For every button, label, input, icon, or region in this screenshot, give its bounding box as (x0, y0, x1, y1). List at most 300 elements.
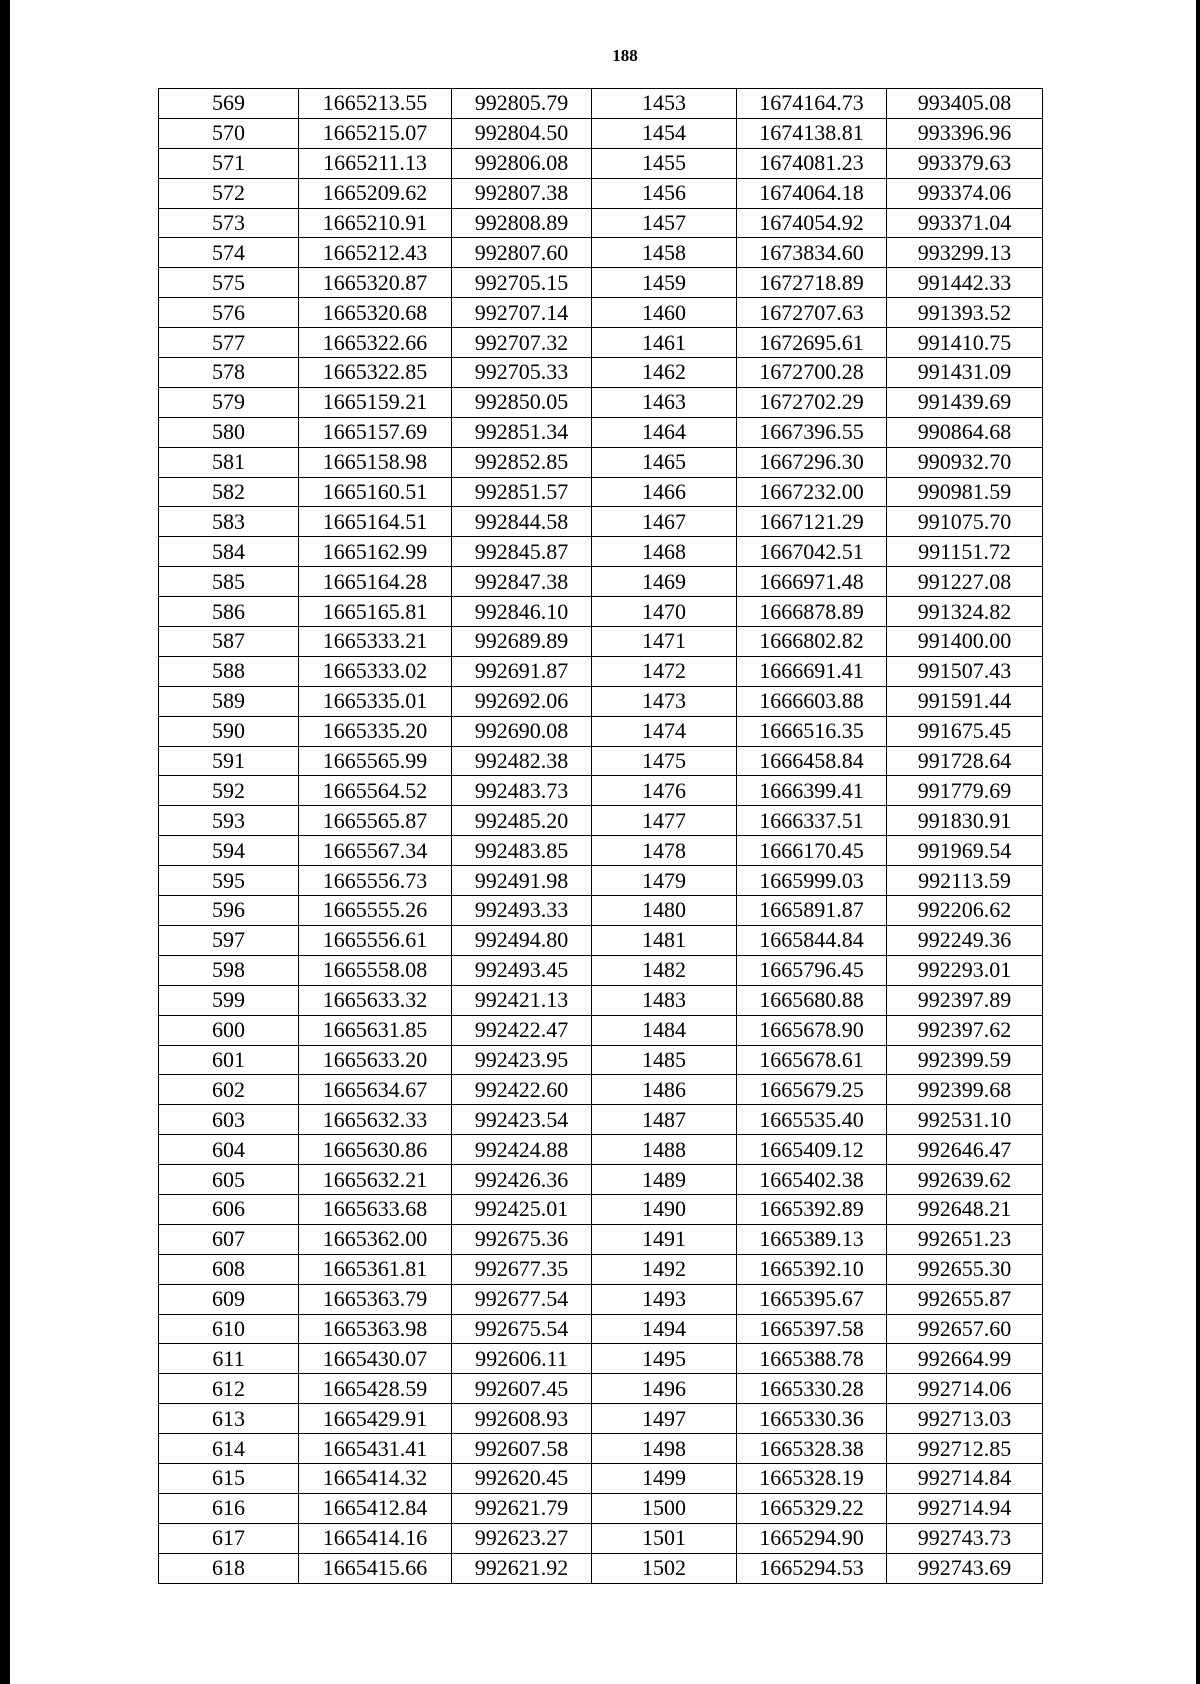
table-cell-x-coordinate: 1665363.79 (299, 1284, 452, 1314)
table-row (159, 268, 1043, 298)
table-cell-y-coordinate: 992692.06 (452, 686, 592, 716)
table-cell-x-coordinate: 1665564.52 (299, 776, 452, 806)
table-cell-y-coordinate: 992531.10 (887, 1105, 1043, 1135)
table-row (159, 1493, 1043, 1523)
table-row (159, 567, 1043, 597)
table-cell-y-coordinate: 992743.73 (887, 1523, 1043, 1553)
table-cell-point-number: 1476 (592, 776, 737, 806)
table-cell-y-coordinate: 993299.13 (887, 238, 1043, 268)
table-cell-y-coordinate: 992620.45 (452, 1463, 592, 1493)
table-cell-y-coordinate: 992651.23 (887, 1224, 1043, 1254)
table-cell-point-number: 595 (159, 866, 299, 896)
table-cell-x-coordinate: 1665330.36 (737, 1404, 887, 1434)
table-cell-y-coordinate: 992422.60 (452, 1075, 592, 1105)
table-cell-x-coordinate: 1665210.91 (299, 208, 452, 238)
table-cell-x-coordinate: 1665330.28 (737, 1374, 887, 1404)
table-row (159, 686, 1043, 716)
coordinates-table (158, 88, 1043, 1584)
table-cell-point-number: 582 (159, 477, 299, 507)
table-cell-point-number: 583 (159, 507, 299, 537)
table-cell-point-number: 610 (159, 1314, 299, 1344)
table-cell-point-number: 594 (159, 836, 299, 866)
table-cell-y-coordinate: 992807.60 (452, 238, 592, 268)
table-row (159, 776, 1043, 806)
table-cell-point-number: 600 (159, 1015, 299, 1045)
table-cell-point-number: 1488 (592, 1135, 737, 1165)
table-row (159, 477, 1043, 507)
table-row (159, 1105, 1043, 1135)
table-cell-y-coordinate: 992691.87 (452, 656, 592, 686)
table-cell-x-coordinate: 1665388.78 (737, 1344, 887, 1374)
table-cell-x-coordinate: 1674081.23 (737, 148, 887, 178)
table-cell-x-coordinate: 1666399.41 (737, 776, 887, 806)
table-cell-x-coordinate: 1672707.63 (737, 298, 887, 328)
table-row (159, 328, 1043, 358)
table-cell-x-coordinate: 1665429.91 (299, 1404, 452, 1434)
table-cell-point-number: 1486 (592, 1075, 737, 1105)
table-cell-x-coordinate: 1665211.13 (299, 148, 452, 178)
table-cell-x-coordinate: 1665160.51 (299, 477, 452, 507)
table-cell-point-number: 605 (159, 1165, 299, 1195)
table-cell-point-number: 590 (159, 716, 299, 746)
table-cell-x-coordinate: 1667042.51 (737, 537, 887, 567)
table-cell-x-coordinate: 1665634.67 (299, 1075, 452, 1105)
table-cell-x-coordinate: 1665322.66 (299, 328, 452, 358)
table-cell-x-coordinate: 1666516.35 (737, 716, 887, 746)
table-cell-y-coordinate: 991075.70 (887, 507, 1043, 537)
table-cell-x-coordinate: 1674054.92 (737, 208, 887, 238)
table-cell-point-number: 592 (159, 776, 299, 806)
table-cell-y-coordinate: 993371.04 (887, 208, 1043, 238)
table-cell-x-coordinate: 1665392.10 (737, 1254, 887, 1284)
table-cell-y-coordinate: 992690.08 (452, 716, 592, 746)
table-row (159, 1045, 1043, 1075)
table-cell-point-number: 606 (159, 1194, 299, 1224)
table-cell-x-coordinate: 1672700.28 (737, 358, 887, 388)
table-cell-x-coordinate: 1665328.38 (737, 1434, 887, 1464)
table-cell-y-coordinate: 992743.69 (887, 1553, 1043, 1583)
table-cell-point-number: 608 (159, 1254, 299, 1284)
table-cell-x-coordinate: 1672702.29 (737, 387, 887, 417)
table-cell-x-coordinate: 1666878.89 (737, 597, 887, 627)
table-cell-point-number: 1498 (592, 1434, 737, 1464)
table-cell-y-coordinate: 992677.35 (452, 1254, 592, 1284)
table-cell-point-number: 1483 (592, 985, 737, 1015)
table-cell-y-coordinate: 992705.33 (452, 358, 592, 388)
table-cell-y-coordinate: 992707.32 (452, 328, 592, 358)
table-cell-point-number: 1456 (592, 178, 737, 208)
table-row (159, 1165, 1043, 1195)
table-cell-point-number: 570 (159, 118, 299, 148)
table-cell-y-coordinate: 992639.62 (887, 1165, 1043, 1195)
table-cell-point-number: 604 (159, 1135, 299, 1165)
table-cell-point-number: 1499 (592, 1463, 737, 1493)
table-cell-point-number: 598 (159, 955, 299, 985)
table-cell-y-coordinate: 992847.38 (452, 567, 592, 597)
table-cell-point-number: 612 (159, 1374, 299, 1404)
table-cell-x-coordinate: 1665633.68 (299, 1194, 452, 1224)
table-cell-y-coordinate: 992623.27 (452, 1523, 592, 1553)
table-row (159, 1015, 1043, 1045)
table-cell-y-coordinate: 992493.33 (452, 896, 592, 926)
table-cell-y-coordinate: 993379.63 (887, 148, 1043, 178)
table-cell-point-number: 573 (159, 208, 299, 238)
table-cell-y-coordinate: 992846.10 (452, 597, 592, 627)
table-cell-point-number: 1500 (592, 1493, 737, 1523)
table-cell-x-coordinate: 1665415.66 (299, 1553, 452, 1583)
table-cell-point-number: 1468 (592, 537, 737, 567)
table-cell-y-coordinate: 992423.54 (452, 1105, 592, 1135)
table-row (159, 955, 1043, 985)
table-cell-point-number: 602 (159, 1075, 299, 1105)
table-cell-y-coordinate: 992851.34 (452, 417, 592, 447)
scan-left-edge (0, 0, 10, 1684)
table-row (159, 89, 1043, 119)
table-cell-x-coordinate: 1672695.61 (737, 328, 887, 358)
table-cell-y-coordinate: 992707.14 (452, 298, 592, 328)
table-cell-point-number: 1460 (592, 298, 737, 328)
table-cell-y-coordinate: 992483.85 (452, 836, 592, 866)
table-cell-y-coordinate: 992399.59 (887, 1045, 1043, 1075)
table-cell-point-number: 578 (159, 358, 299, 388)
table-row (159, 1463, 1043, 1493)
table-cell-point-number: 1490 (592, 1194, 737, 1224)
table-cell-point-number: 1469 (592, 567, 737, 597)
table-cell-x-coordinate: 1665632.33 (299, 1105, 452, 1135)
table-cell-y-coordinate: 990981.59 (887, 477, 1043, 507)
table-cell-y-coordinate: 991151.72 (887, 537, 1043, 567)
table-cell-x-coordinate: 1665633.32 (299, 985, 452, 1015)
table-cell-point-number: 1502 (592, 1553, 737, 1583)
table-cell-y-coordinate: 992648.21 (887, 1194, 1043, 1224)
table-row (159, 1135, 1043, 1165)
table-cell-point-number: 1497 (592, 1404, 737, 1434)
table-cell-point-number: 1462 (592, 358, 737, 388)
table-cell-x-coordinate: 1665333.02 (299, 656, 452, 686)
table-cell-y-coordinate: 992621.92 (452, 1553, 592, 1583)
table-cell-y-coordinate: 992113.59 (887, 866, 1043, 896)
table-cell-point-number: 1473 (592, 686, 737, 716)
table-cell-x-coordinate: 1665329.22 (737, 1493, 887, 1523)
table-cell-y-coordinate: 993374.06 (887, 178, 1043, 208)
table-cell-point-number: 601 (159, 1045, 299, 1075)
table-cell-y-coordinate: 991969.54 (887, 836, 1043, 866)
table-cell-y-coordinate: 992852.85 (452, 447, 592, 477)
table-cell-x-coordinate: 1665212.43 (299, 238, 452, 268)
table-cell-x-coordinate: 1665397.58 (737, 1314, 887, 1344)
table-cell-y-coordinate: 993405.08 (887, 89, 1043, 119)
table-cell-y-coordinate: 992677.54 (452, 1284, 592, 1314)
table-cell-y-coordinate: 992482.38 (452, 746, 592, 776)
table-cell-y-coordinate: 992423.95 (452, 1045, 592, 1075)
table-cell-y-coordinate: 991400.00 (887, 627, 1043, 657)
table-cell-point-number: 588 (159, 656, 299, 686)
table-cell-x-coordinate: 1665361.81 (299, 1254, 452, 1284)
table-cell-point-number: 1464 (592, 417, 737, 447)
table-cell-x-coordinate: 1665567.34 (299, 836, 452, 866)
table-cell-x-coordinate: 1666802.82 (737, 627, 887, 657)
table-row (159, 985, 1043, 1015)
table-cell-x-coordinate: 1665678.90 (737, 1015, 887, 1045)
table-row (159, 1194, 1043, 1224)
table-cell-y-coordinate: 992655.87 (887, 1284, 1043, 1314)
table-cell-point-number: 1489 (592, 1165, 737, 1195)
table-row (159, 238, 1043, 268)
table-cell-point-number: 614 (159, 1434, 299, 1464)
table-cell-point-number: 1480 (592, 896, 737, 926)
table-cell-y-coordinate: 992399.68 (887, 1075, 1043, 1105)
page-number: 188 (612, 46, 638, 65)
table-row (159, 1075, 1043, 1105)
table-cell-y-coordinate: 991431.09 (887, 358, 1043, 388)
table-cell-y-coordinate: 991393.52 (887, 298, 1043, 328)
table-cell-x-coordinate: 1665412.84 (299, 1493, 452, 1523)
table-row (159, 1523, 1043, 1553)
table-cell-x-coordinate: 1665428.59 (299, 1374, 452, 1404)
table-cell-y-coordinate: 992206.62 (887, 896, 1043, 926)
table-row (159, 866, 1043, 896)
table-cell-x-coordinate: 1665565.87 (299, 806, 452, 836)
table-cell-y-coordinate: 992675.54 (452, 1314, 592, 1344)
table-cell-x-coordinate: 1665556.73 (299, 866, 452, 896)
table-cell-point-number: 613 (159, 1404, 299, 1434)
table-cell-y-coordinate: 992425.01 (452, 1194, 592, 1224)
table-cell-point-number: 1494 (592, 1314, 737, 1344)
table-cell-y-coordinate: 992607.58 (452, 1434, 592, 1464)
table-row (159, 387, 1043, 417)
table-cell-y-coordinate: 992714.94 (887, 1493, 1043, 1523)
table-row (159, 597, 1043, 627)
table-row (159, 716, 1043, 746)
table-row (159, 507, 1043, 537)
table-cell-x-coordinate: 1665165.81 (299, 597, 452, 627)
table-cell-point-number: 1454 (592, 118, 737, 148)
table-cell-y-coordinate: 992806.08 (452, 148, 592, 178)
table-cell-point-number: 1487 (592, 1105, 737, 1135)
coordinates-table-body (159, 89, 1043, 1584)
table-cell-x-coordinate: 1666170.45 (737, 836, 887, 866)
table-row (159, 178, 1043, 208)
table-cell-x-coordinate: 1665633.20 (299, 1045, 452, 1075)
table-cell-y-coordinate: 991439.69 (887, 387, 1043, 417)
table-row (159, 1553, 1043, 1583)
table-cell-x-coordinate: 1665294.90 (737, 1523, 887, 1553)
table-row (159, 836, 1043, 866)
table-cell-y-coordinate: 992621.79 (452, 1493, 592, 1523)
table-cell-x-coordinate: 1665333.21 (299, 627, 452, 657)
table-cell-y-coordinate: 992426.36 (452, 1165, 592, 1195)
table-cell-y-coordinate: 991830.91 (887, 806, 1043, 836)
table-cell-y-coordinate: 992689.89 (452, 627, 592, 657)
table-cell-x-coordinate: 1665215.07 (299, 118, 452, 148)
table-row (159, 1224, 1043, 1254)
table-cell-x-coordinate: 1665630.86 (299, 1135, 452, 1165)
table-cell-point-number: 1465 (592, 447, 737, 477)
table-cell-point-number: 1478 (592, 836, 737, 866)
table-row (159, 358, 1043, 388)
table-cell-point-number: 1467 (592, 507, 737, 537)
table-cell-x-coordinate: 1665162.99 (299, 537, 452, 567)
table-cell-x-coordinate: 1667121.29 (737, 507, 887, 537)
table-cell-point-number: 616 (159, 1493, 299, 1523)
table-cell-point-number: 1458 (592, 238, 737, 268)
table-row (159, 298, 1043, 328)
table-cell-x-coordinate: 1665157.69 (299, 417, 452, 447)
table-cell-point-number: 1461 (592, 328, 737, 358)
table-cell-point-number: 1495 (592, 1344, 737, 1374)
table-cell-y-coordinate: 992424.88 (452, 1135, 592, 1165)
table-cell-x-coordinate: 1665164.28 (299, 567, 452, 597)
table-cell-x-coordinate: 1665556.61 (299, 925, 452, 955)
table-cell-point-number: 1472 (592, 656, 737, 686)
table-cell-point-number: 586 (159, 597, 299, 627)
table-cell-y-coordinate: 991728.64 (887, 746, 1043, 776)
table-cell-point-number: 1466 (592, 477, 737, 507)
table-cell-point-number: 1493 (592, 1284, 737, 1314)
table-cell-y-coordinate: 991442.33 (887, 268, 1043, 298)
table-cell-point-number: 617 (159, 1523, 299, 1553)
table-cell-point-number: 618 (159, 1553, 299, 1583)
table-cell-point-number: 1474 (592, 716, 737, 746)
table-cell-y-coordinate: 992493.45 (452, 955, 592, 985)
table-cell-point-number: 1477 (592, 806, 737, 836)
table-cell-y-coordinate: 992705.15 (452, 268, 592, 298)
table-cell-y-coordinate: 992293.01 (887, 955, 1043, 985)
table-cell-point-number: 1481 (592, 925, 737, 955)
table-cell-point-number: 1484 (592, 1015, 737, 1045)
table-cell-y-coordinate: 992485.20 (452, 806, 592, 836)
table-cell-x-coordinate: 1665555.26 (299, 896, 452, 926)
table-cell-y-coordinate: 992657.60 (887, 1314, 1043, 1344)
table-cell-x-coordinate: 1667396.55 (737, 417, 887, 447)
table-cell-x-coordinate: 1665294.53 (737, 1553, 887, 1583)
table-cell-x-coordinate: 1674164.73 (737, 89, 887, 119)
table-cell-x-coordinate: 1665535.40 (737, 1105, 887, 1135)
table-cell-x-coordinate: 1665335.01 (299, 686, 452, 716)
table-cell-point-number: 1485 (592, 1045, 737, 1075)
table-cell-y-coordinate: 992845.87 (452, 537, 592, 567)
table-cell-point-number: 585 (159, 567, 299, 597)
table-cell-x-coordinate: 1665320.68 (299, 298, 452, 328)
table-row (159, 447, 1043, 477)
table-cell-x-coordinate: 1665431.41 (299, 1434, 452, 1464)
table-cell-x-coordinate: 1665392.89 (737, 1194, 887, 1224)
table-cell-x-coordinate: 1665430.07 (299, 1344, 452, 1374)
table-cell-x-coordinate: 1665891.87 (737, 896, 887, 926)
table-cell-point-number: 580 (159, 417, 299, 447)
table-cell-point-number: 1475 (592, 746, 737, 776)
table-cell-x-coordinate: 1665158.98 (299, 447, 452, 477)
table-cell-point-number: 571 (159, 148, 299, 178)
table-cell-y-coordinate: 992421.13 (452, 985, 592, 1015)
table-cell-point-number: 574 (159, 238, 299, 268)
table-cell-point-number: 569 (159, 89, 299, 119)
table-cell-x-coordinate: 1665362.00 (299, 1224, 452, 1254)
table-cell-y-coordinate: 992851.57 (452, 477, 592, 507)
table-cell-x-coordinate: 1665414.32 (299, 1463, 452, 1493)
table-cell-x-coordinate: 1665558.08 (299, 955, 452, 985)
table-cell-point-number: 596 (159, 896, 299, 926)
table-cell-y-coordinate: 992714.06 (887, 1374, 1043, 1404)
table-cell-point-number: 1471 (592, 627, 737, 657)
table-row (159, 627, 1043, 657)
table-cell-y-coordinate: 992607.45 (452, 1374, 592, 1404)
table-cell-point-number: 1501 (592, 1523, 737, 1553)
table-cell-y-coordinate: 992608.93 (452, 1404, 592, 1434)
table-cell-x-coordinate: 1665389.13 (737, 1224, 887, 1254)
table-cell-y-coordinate: 992483.73 (452, 776, 592, 806)
table-cell-x-coordinate: 1667296.30 (737, 447, 887, 477)
table-cell-y-coordinate: 992655.30 (887, 1254, 1043, 1284)
table-cell-y-coordinate: 992850.05 (452, 387, 592, 417)
table-cell-point-number: 1463 (592, 387, 737, 417)
table-row (159, 208, 1043, 238)
table-cell-x-coordinate: 1665631.85 (299, 1015, 452, 1045)
table-cell-point-number: 607 (159, 1224, 299, 1254)
table-cell-y-coordinate: 991675.45 (887, 716, 1043, 746)
table-row (159, 1404, 1043, 1434)
table-cell-x-coordinate: 1665322.85 (299, 358, 452, 388)
table-cell-y-coordinate: 990932.70 (887, 447, 1043, 477)
table-cell-y-coordinate: 992397.89 (887, 985, 1043, 1015)
table-cell-point-number: 1470 (592, 597, 737, 627)
table-row (159, 746, 1043, 776)
table-cell-x-coordinate: 1665395.67 (737, 1284, 887, 1314)
table-cell-x-coordinate: 1665999.03 (737, 866, 887, 896)
table-cell-x-coordinate: 1672718.89 (737, 268, 887, 298)
table-cell-y-coordinate: 992713.03 (887, 1404, 1043, 1434)
table-cell-y-coordinate: 991324.82 (887, 597, 1043, 627)
table-cell-y-coordinate: 991591.44 (887, 686, 1043, 716)
table-cell-x-coordinate: 1674064.18 (737, 178, 887, 208)
table-cell-point-number: 589 (159, 686, 299, 716)
table-cell-x-coordinate: 1665209.62 (299, 178, 452, 208)
table-cell-x-coordinate: 1665402.38 (737, 1165, 887, 1195)
table-row (159, 1344, 1043, 1374)
table-cell-x-coordinate: 1665680.88 (737, 985, 887, 1015)
table-row (159, 656, 1043, 686)
table-cell-x-coordinate: 1665796.45 (737, 955, 887, 985)
table-cell-x-coordinate: 1665320.87 (299, 268, 452, 298)
table-row (159, 148, 1043, 178)
table-cell-point-number: 577 (159, 328, 299, 358)
table-cell-x-coordinate: 1665565.99 (299, 746, 452, 776)
table-cell-y-coordinate: 992494.80 (452, 925, 592, 955)
table-cell-x-coordinate: 1665409.12 (737, 1135, 887, 1165)
table-cell-point-number: 576 (159, 298, 299, 328)
table-row (159, 806, 1043, 836)
table-row (159, 896, 1043, 926)
table-cell-y-coordinate: 993396.96 (887, 118, 1043, 148)
table-row (159, 118, 1043, 148)
table-cell-point-number: 1457 (592, 208, 737, 238)
table-cell-y-coordinate: 992804.50 (452, 118, 592, 148)
table-cell-y-coordinate: 992491.98 (452, 866, 592, 896)
table-row (159, 417, 1043, 447)
table-cell-y-coordinate: 992249.36 (887, 925, 1043, 955)
table-cell-x-coordinate: 1665632.21 (299, 1165, 452, 1195)
table-cell-y-coordinate: 992675.36 (452, 1224, 592, 1254)
table-cell-point-number: 579 (159, 387, 299, 417)
table-cell-x-coordinate: 1674138.81 (737, 118, 887, 148)
table-cell-point-number: 609 (159, 1284, 299, 1314)
table-row (159, 1284, 1043, 1314)
table-cell-y-coordinate: 991507.43 (887, 656, 1043, 686)
table-cell-x-coordinate: 1666603.88 (737, 686, 887, 716)
table-cell-point-number: 1482 (592, 955, 737, 985)
table-cell-y-coordinate: 991227.08 (887, 567, 1043, 597)
table-cell-point-number: 615 (159, 1463, 299, 1493)
